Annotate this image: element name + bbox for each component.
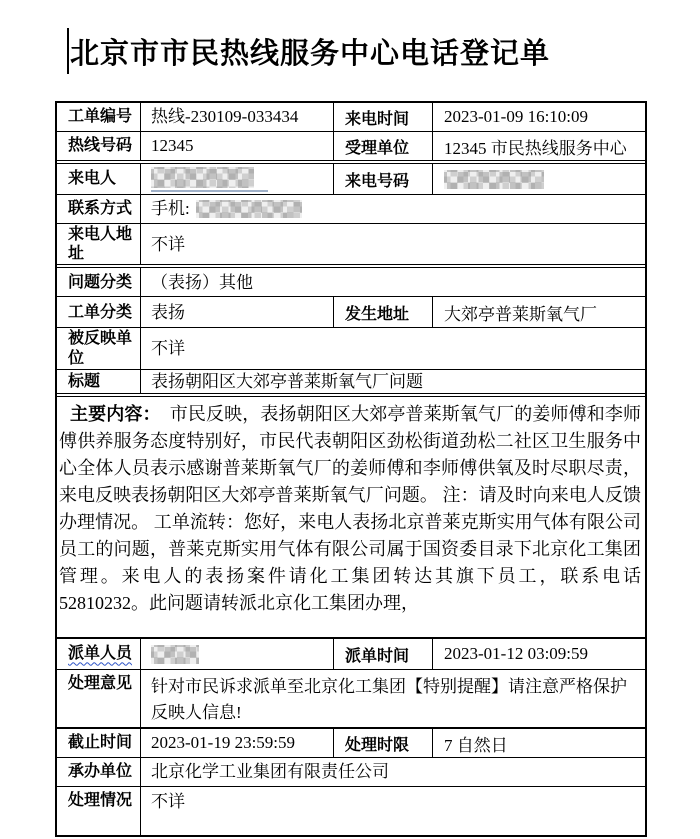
page-title: 北京市市民热线服务中心电话登记单 <box>70 37 551 70</box>
value-deadline: 2023-01-19 23:59:59 <box>151 733 296 753</box>
label-order-number: 工单编号 <box>57 103 141 131</box>
row-handle-status <box>57 787 645 835</box>
redacted-caller-name <box>151 167 268 192</box>
value-reported-unit: 不详 <box>151 338 185 358</box>
label-incident-address: 发生地址 <box>333 297 433 327</box>
value-caller <box>141 164 333 194</box>
value-accept-unit: 12345 市民热线服务中心 <box>444 138 627 158</box>
row-problem-class <box>57 268 645 297</box>
value-caller-address: 不详 <box>151 234 185 254</box>
label-handle-limit: 处理时限 <box>333 729 433 757</box>
row-caller-address <box>57 224 645 268</box>
value-dispatcher <box>141 639 333 669</box>
value-handler-unit: 北京化学工业集团有限责任公司 <box>151 762 389 782</box>
value-contact-method <box>141 195 645 223</box>
row-main-content <box>57 397 645 639</box>
value-handle-opinion: 针对市民诉求派单至北京化工集团【特别提醒】请注意严格保护反映人信息! <box>151 677 627 722</box>
label-caller-address: 来电人地址 <box>57 224 141 264</box>
label-contact-method: 联系方式 <box>57 195 141 223</box>
value-problem-class: （表扬）其他 <box>151 272 253 292</box>
row-reported-unit <box>57 328 645 369</box>
label-deadline: 截止时间 <box>57 729 141 757</box>
row-dispatcher <box>57 639 645 670</box>
label-title-field: 标题 <box>57 370 141 393</box>
value-main-content: 市民反映，表扬朝阳区大郊亭普莱斯氧气厂的姜师傅和李师傅供养服务态度特别好，市民代表朝阳区劲松街道劲松二社区卫生服务中心全体人员表示感谢普莱斯氧气厂的姜师傅和李师傅供氧及时尽职尽责，来电反映表扬朝阳区大郊亭普莱斯氧气厂问题。 注：请及时向来电人反馈办理情况。 工单流转：您好，来电人表扬北京普莱克斯实用气体有限公司员工的问题，普莱克斯实用气体有限公司属于国资委目录下北京化工集团管理。来电人的表扬案件请化工集团转达其旗下员工，联系电话 52810232。此问题请转派北京化工集团办理， <box>59 404 642 613</box>
label-reported-unit: 被反映单位 <box>57 328 141 368</box>
row-handle-opinion <box>57 670 645 729</box>
label-call-time: 来电时间 <box>333 103 433 131</box>
label-accept-unit: 受理单位 <box>333 132 433 160</box>
registration-table <box>55 101 647 837</box>
value-call-time: 2023-01-09 16:10:09 <box>444 107 589 126</box>
value-caller-number <box>433 164 645 194</box>
label-order-class: 工单分类 <box>57 297 141 327</box>
dispatcher-label-text: 派单人员 <box>68 645 133 663</box>
row-order-class <box>57 297 645 328</box>
label-handler-unit: 承办单位 <box>57 758 141 786</box>
label-problem-class: 问题分类 <box>57 268 141 296</box>
value-hotline-number: 12345 <box>151 136 194 156</box>
value-order-number: 热线-230109-033434 <box>151 107 299 127</box>
label-handle-status: 处理情况 <box>57 787 141 835</box>
main-content-cell <box>57 397 645 637</box>
row-deadline <box>57 729 645 758</box>
label-hotline-number: 热线号码 <box>57 132 141 160</box>
row-title-field <box>57 370 645 397</box>
row-order-number <box>57 103 645 132</box>
row-caller <box>57 164 645 195</box>
value-handle-status: 不详 <box>151 792 185 811</box>
document-header <box>67 27 700 75</box>
value-incident-address: 大郊亭普莱斯氧气厂 <box>444 304 597 324</box>
row-hotline-number <box>57 132 645 164</box>
row-handler-unit <box>57 758 645 787</box>
row-contact-method <box>57 195 645 224</box>
value-dispatch-time: 2023-01-12 03:09:59 <box>444 644 589 663</box>
label-main-content: 主要内容： <box>70 404 152 424</box>
value-title-field: 表扬朝阳区大郊亭普莱斯氧气厂问题 <box>151 371 423 391</box>
value-handle-limit: 7 自然日 <box>444 735 508 755</box>
label-dispatch-time: 派单时间 <box>333 639 433 669</box>
redacted-dispatcher-name <box>151 645 199 664</box>
label-handle-opinion: 处理意见 <box>57 670 141 727</box>
value-order-class: 表扬 <box>151 302 185 322</box>
label-dispatcher <box>57 639 141 669</box>
redacted-caller-number <box>444 170 544 189</box>
label-caller: 来电人 <box>57 164 141 194</box>
contact-prefix: 手机: <box>151 199 190 219</box>
text-cursor <box>67 28 69 74</box>
label-caller-number: 来电号码 <box>333 164 433 194</box>
redacted-contact-phone <box>196 200 302 218</box>
